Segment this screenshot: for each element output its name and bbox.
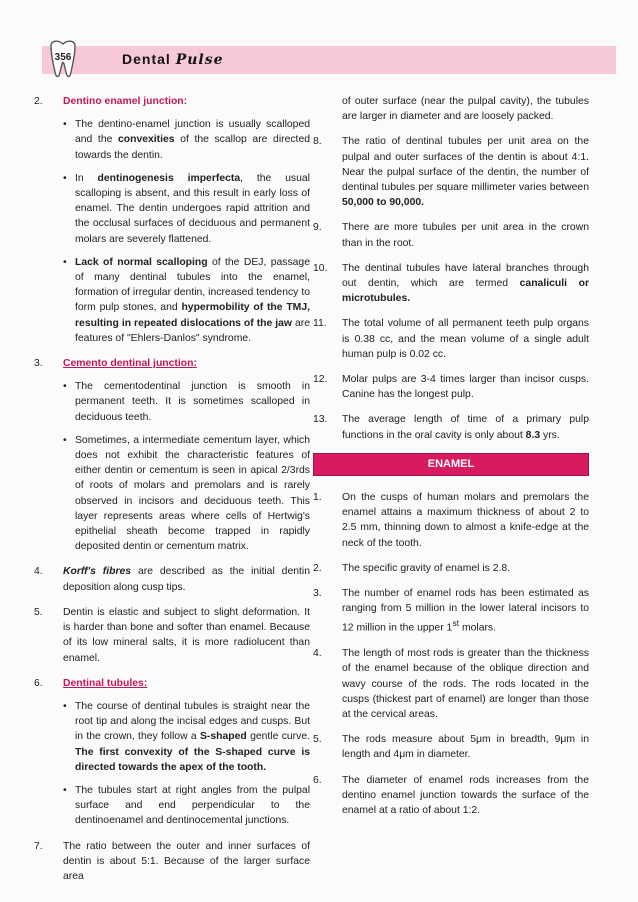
bullet-item: • The course of dentinal tubules is straight near the root tip and along the incisal edges and cusps. But in the crown, they follow a S-shaped gentle curve. The first convexity of the S-shaped curve is directed towards the apex of the tooth. (63, 699, 310, 775)
list-item: 4. The length of most rods is greater than the thickness of the enamel because of the oblique direction and wavy course of the rods. The rods located in the cusps (thickest part of enamel) are longer than those at the cervical areas. (313, 648, 589, 720)
list-item: 3. The number of enamel rods has been estimated as ranging from 5 million in the lower lateral incisors to 12 million in the upper 1st molars. (313, 588, 589, 634)
list-item: 12. Molar pulps are 3-4 times larger than incisor cusps. Canine has the longest pulp. (313, 374, 589, 401)
bullet-item: • The dentino-enamel junction is usually scalloped and the convexities of the scallop are directed towards the dentin. (63, 117, 310, 163)
list-item: 5. The rods measure about 5μm in breadth, 9μm in length and 4μm in diameter. (313, 734, 589, 761)
list-item: 6. Dentinal tubules: • The course of dentinal tubules is straight near the root tip and along the incisal edges and cusps. But in the crown, they follow a S-shaped gentle curve. The first convexity of the S-shaped curve is directed towards the apex of the tooth. • The tubules start at right angles from the pulpal surface and end perpendicular to the dentinoenamel and dentinocemental junctions. (34, 676, 310, 829)
list-item: 11. The total volume of all permanent teeth pulp organs is 0.38 cc, and the mean volume of a single adult human pulp is 0.02 cc. (313, 318, 589, 360)
list-item: 4. Korff's fibres are described as the initial dentin deposition along cusp tips. (34, 566, 310, 593)
running-header (42, 44, 616, 78)
list-item: 1. On the cusps of human molars and premolars the enamel attains a maximum thickness of about 2 to 2.5 mm, thinning down to almost a knife-edge at the neck of the tooth. (313, 492, 589, 549)
section-heading: Dentinal tubules: (63, 677, 148, 689)
section-heading: Cemento dentinal junction: (63, 358, 197, 370)
section-heading: Dentino enamel junction: (63, 96, 188, 107)
list-item: 13. The average length of time of a primary pulp functions in the oral cavity is only about 8.3 yrs. (313, 414, 589, 441)
list-item: 5. Dentin is elastic and subject to slight deformation. It is harder than bone and softer than enamel. Because of its low mineral salts, it is more radiolucent than enamel. (34, 606, 310, 664)
list-item: 10. The dentinal tubules have lateral branches through out dentin, which are termed canaliculi or microtubules. (313, 262, 590, 305)
list-item: 8. The ratio of dentinal tubules per unit area on the pulpal and outer surfaces of the dentin is about 4:1. Near the pulpal surface of the dentin, the number of dentinal tubules per square millimeter varies between 50,000 to 90,000. (313, 136, 589, 209)
list-item: 2. Dentino enamel junction: • The dentino-enamel junction is usually scalloped and the convexities of the scallop are directed towards the dentin. • In dentinogenesis imperfecta, the usual scalloping is absent, and this result in early loss of enamel. The dentin undergoes rapid attrition and the occlusal surfaces of deciduous and permanent molars are severely flattened. • Lack of normal scalloping of the DEJ, passage of many dentinal tubules into the enamel, formation of irregular dentin, increased tendency to form pulp stones, and hypermobility of the TMJ, resulting in repeated dislocations of the jaw are features of "Ehlers-Danlos" syndrome. (34, 94, 310, 346)
list-item: 7. The ratio between the outer and inner surfaces of dentin is about 5:1. Because of the larger surface area (34, 840, 310, 882)
bullet-item: • The cementodentinal junction is smooth in permanent teeth. It is sometimes scalloped in deciduous teeth. (63, 379, 310, 425)
page-number: 356 (54, 52, 72, 63)
list-item: 2. The specific gravity of enamel is 2.8. (313, 562, 511, 574)
list-item: 3. Cemento dentinal junction: • The cementodentinal junction is smooth in permanent teeth. It is sometimes scalloped in deciduous teeth. • Sometimes, a intermediate cementum layer, which does not exhibit the characteristic features of either dentin or cementum is seen in apical 2/3rds of roots of molars and premolars and is rarely observed in incisors and deciduous teeth. This layer represents areas where cells of Hertwig's epithelial sheath become trapped in rapidly deposited dentin or cementum matrix. (34, 356, 310, 554)
list-item: 9. There are more tubules per unit area in the crown than in the root. (313, 222, 589, 249)
list-item: 6. The diameter of enamel rods increases from the dentino enamel junction towards the surface of the enamel at a ratio of about 1:2. (313, 774, 589, 816)
bullet-item: • Sometimes, a intermediate cementum layer, which does not exhibit the characteristic features of either dentin or cementum is seen in apical 2/3rds of roots of molars and premolars and is rarely observed in incisors and deciduous teeth. This layer represents areas where cells of Hertwig's epithelial sheath become trapped in rapidly deposited dentin or cementum matrix. (63, 433, 310, 555)
left-column (34, 94, 310, 894)
book-title: Dental Pulse (122, 51, 224, 68)
right-column (313, 94, 589, 828)
bullet-item: • The tubules start at right angles from the pulpal surface and end perpendicular to the dentinoenamel and dentinocemental junctions. (63, 783, 310, 829)
bullet-item: • In dentinogenesis imperfecta, the usual scalloping is absent, and this result in early loss of enamel. The dentin undergoes rapid attrition and the occlusal surfaces of deciduous and permanent molars are severely flattened. (63, 171, 310, 247)
enamel-section-heading: ENAMEL (313, 453, 589, 476)
bullet-item: • Lack of normal scalloping of the DEJ, passage of many dentinal tubules into the enamel, formation of irregular dentin, increased tendency to form pulp stones, and hypermobility of the TMJ, resulting in repeated dislocations of the jaw are features of "Ehlers-Danlos" syndrome. (63, 255, 310, 346)
list-item-continued: of outer surface (near the pulpal cavity), the tubules are larger in diameter and are loosely packed. (342, 96, 589, 123)
